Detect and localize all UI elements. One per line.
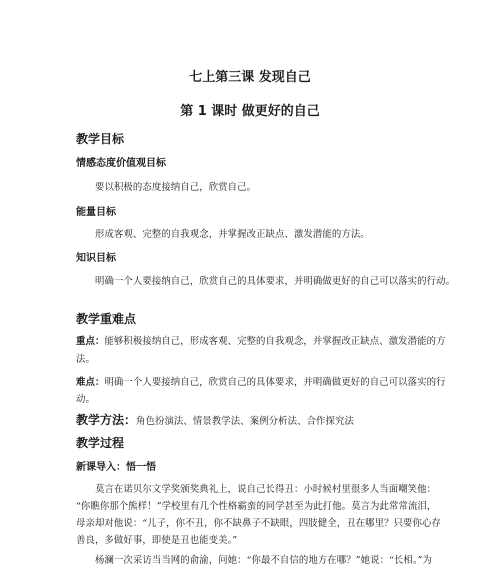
ability-goal-text: 形成客观、完整的自我观念，并掌握改正缺点、激发潜能的方法。: [95, 229, 370, 240]
knowledge-goal-heading: 知识目标: [76, 253, 116, 264]
key-difficult-heading: 教学重难点: [76, 312, 137, 326]
key-point-line-1: [76, 333, 446, 347]
difficult-point-line-2: 动。: [76, 394, 95, 405]
difficult-point-label: 难点：: [76, 377, 105, 388]
process-heading: 教学过程: [76, 436, 125, 450]
intro-heading: 新课导入：悟一悟: [76, 462, 156, 473]
teaching-methods: [76, 409, 354, 428]
difficult-point-text: 明确一个人要接纳自己，欣赏自己的具体要求，并明确做更好的自己可以落实的行: [104, 377, 446, 388]
lesson-subtitle: 第 1 课时 做更好的自己: [180, 104, 320, 119]
emotion-goal-heading: 情感态度价值观目标: [76, 158, 166, 169]
objectives-heading: 教学目标: [76, 132, 125, 146]
key-point-line-2: 法。: [76, 354, 95, 365]
paragraph-1-line-3: 母亲却对他说：“儿子，你不丑，你不缺鼻子不缺眼，四肢健全，丑在哪里？只要你心存: [76, 518, 441, 529]
ability-goal-heading: 能量目标: [76, 207, 116, 218]
paragraph-1-line-1: 莫言在诺贝尔文学奖颁奖典礼上，说自己长得丑：小时候村里很多人当面嘲笑他：: [95, 484, 437, 495]
paragraph-1-line-4: 善良，多做好事，即使是丑也能变美。”: [76, 535, 238, 546]
paragraph-2-line-1: 杨澜一次采访当当网的俞渝，问她：“你最不自信的地方在哪？”她说：“长相。”为: [95, 555, 433, 566]
knowledge-goal-text: 明确一个人要接纳自己，欣赏自己的具体要求，并明确做更好的自己可以落实的行动。: [95, 276, 456, 287]
emotion-goal-text: 要以积极的态度接纳自己，欣赏自己。: [95, 182, 257, 193]
key-point-label: 重点：: [76, 336, 105, 347]
key-point-text: 能够积极接纳自己，形成客观、完整的自我观念，并掌握改正缺点、激发潜能的方: [104, 336, 446, 347]
document-title: 七上第三课 发现自己: [189, 70, 311, 85]
paragraph-1-line-2: “你瞧你那个熊样！”学校里有几个性格霸蛮的同学甚至为此打他。莫言为此常常流泪，: [76, 501, 437, 512]
methods-label: 教学方法：: [76, 413, 137, 427]
methods-text: 角色扮演法、情景教学法、案例分析法、合作探究法: [136, 416, 354, 427]
difficult-point-line-1: [76, 374, 446, 388]
